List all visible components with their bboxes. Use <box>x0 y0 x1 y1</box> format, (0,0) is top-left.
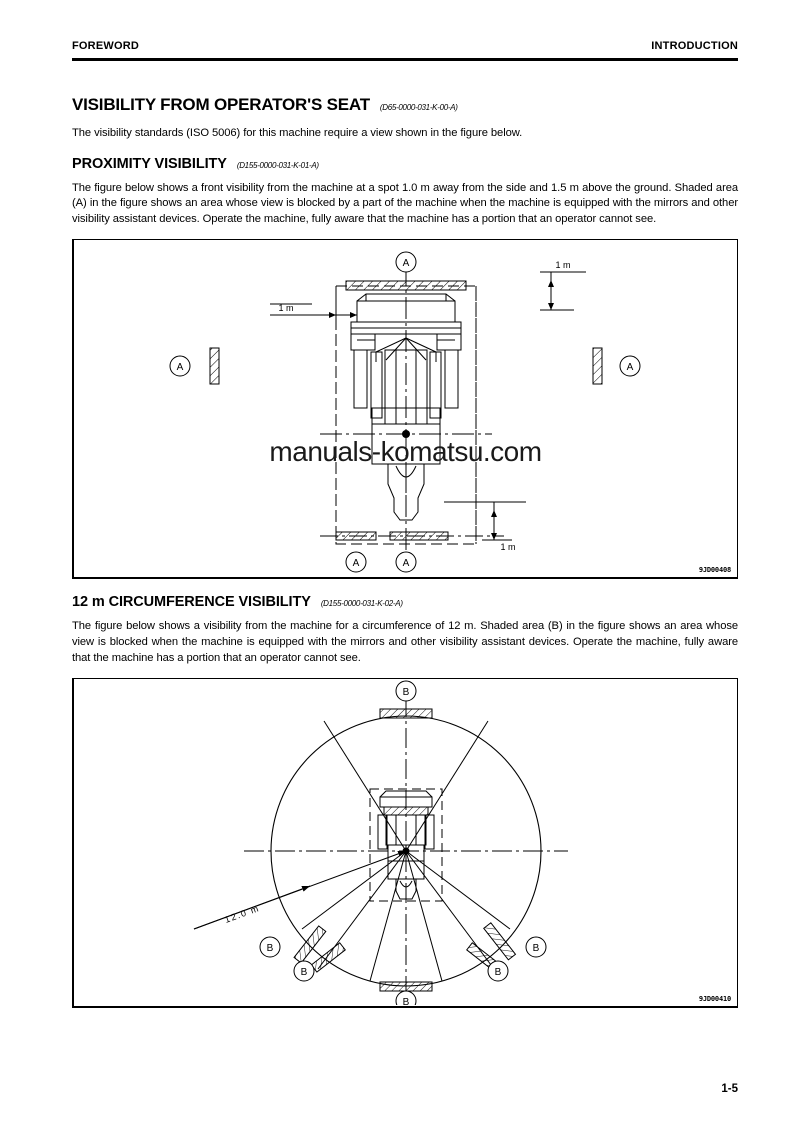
svg-text:B: B <box>266 943 274 955</box>
circumference-figure <box>72 678 738 1008</box>
proximity-figure-code: 9JD00408 <box>698 566 731 575</box>
proximity-dim-bottom: 1 m <box>500 542 516 553</box>
proximity-paragraph: The figure below shows a front visibility from the machine at a spot 1.0 m away from the side and 1.5 m above the ground. Shaded area (A) in the figure shows an area whose view is blocked by a part of the machine when the machine is equipped with the mirrors and other visibility assistant devices. Operate the machine, fully aware that the machine has a portion that an operator cannot see. <box>72 181 738 225</box>
svg-text:A: A <box>402 258 410 270</box>
page-content <box>72 95 738 1008</box>
svg-text:A: A <box>352 558 360 570</box>
svg-text:A: A <box>402 558 410 570</box>
main-heading-code: (D65-0000-031-K-00-A) <box>379 103 458 112</box>
circumference-marker-left-upper <box>260 937 280 957</box>
page-header <box>72 40 738 52</box>
proximity-dim-left: 1 m <box>278 303 294 314</box>
svg-text:A: A <box>176 362 184 374</box>
circumference-marker-right-upper <box>526 937 546 957</box>
page-number: 1-5 <box>721 1083 738 1095</box>
svg-text:A: A <box>626 362 634 374</box>
svg-text:B: B <box>300 967 308 979</box>
circumference-figure-drawing <box>74 679 738 1005</box>
circumference-heading-text: 12 m CIRCUMFERENCE VISIBILITY <box>72 594 311 611</box>
proximity-figure-drawing <box>74 240 738 576</box>
main-section-heading <box>72 95 738 115</box>
watermark: manuals-komatsu.com <box>269 436 542 468</box>
circumference-radius-label: 12.0 m <box>223 903 261 926</box>
proximity-dim-right: 1 m <box>555 260 571 271</box>
proximity-marker-bottom-centre <box>396 552 416 572</box>
svg-text:B: B <box>532 943 540 955</box>
main-heading-text: VISIBILITY FROM OPERATOR'S SEAT <box>72 95 370 114</box>
circumference-marker-right-lower <box>488 961 508 981</box>
header-left-title: FOREWORD <box>72 40 139 52</box>
svg-text:B: B <box>494 967 502 979</box>
circumference-marker-bottom <box>396 991 416 1005</box>
proximity-figure <box>72 239 738 579</box>
circumference-paragraph: The figure below shows a visibility from the machine for a circumference of 12 m. Shaded area (B) in the figure shows an area whose view is blocked when the machine is equipped with the mirrors and other visibility assistant devices. Operate the machine, fully aware that the machine has a portion that an operator cannot see. <box>72 620 738 664</box>
intro-paragraph: The visibility standards (ISO 5006) for this machine require a view shown in the figure below. <box>72 127 523 139</box>
circumference-heading <box>72 594 738 610</box>
svg-text:B: B <box>402 687 410 699</box>
circumference-marker-left-lower <box>294 961 314 981</box>
proximity-marker-bottom-left <box>346 552 366 572</box>
proximity-heading <box>72 156 738 172</box>
svg-text:B: B <box>402 997 410 1006</box>
proximity-marker-top <box>396 252 416 272</box>
header-right-title: INTRODUCTION <box>651 40 738 52</box>
header-rule <box>72 58 738 61</box>
circumference-figure-code: 9JD00410 <box>698 995 731 1004</box>
proximity-marker-left <box>170 356 190 376</box>
proximity-heading-text: PROXIMITY VISIBILITY <box>72 155 227 172</box>
circumference-heading-code: (D155-0000-031-K-02-A) <box>320 599 403 609</box>
proximity-marker-right <box>620 356 640 376</box>
proximity-heading-code: (D155-0000-031-K-01-A) <box>236 160 319 170</box>
circumference-marker-top <box>396 681 416 701</box>
